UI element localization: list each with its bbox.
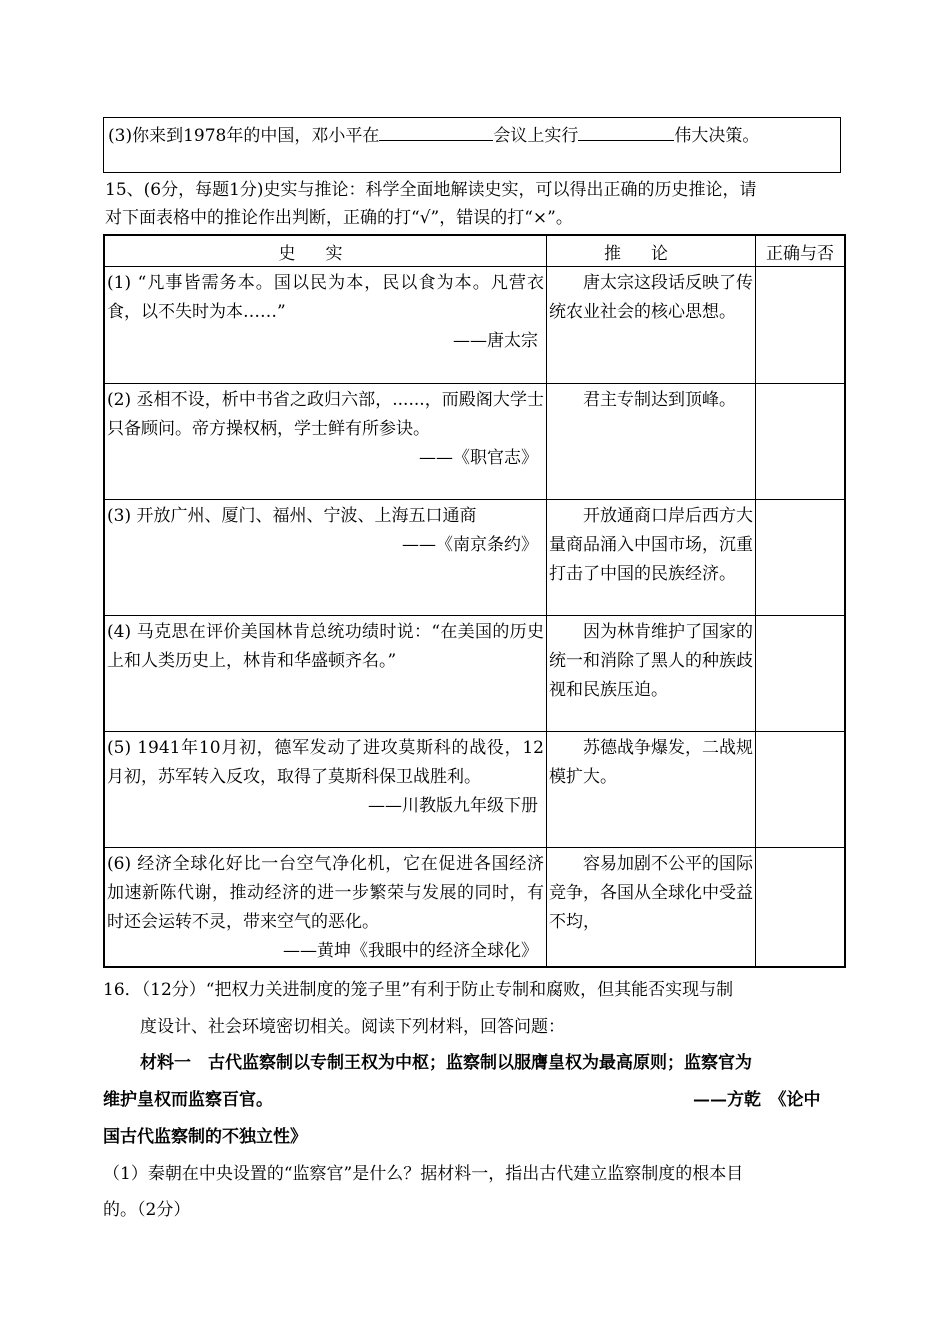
question-14-part-3-box [103, 117, 841, 173]
fact-cell [104, 848, 547, 968]
table-row [104, 500, 845, 616]
sub-question-1-line1: （1）秦朝在中央设置的“监察官”是什么？据材料一，指出古代建立监察制度的根本目 [103, 1164, 744, 1184]
fact-source: ——唐太宗 [453, 331, 538, 351]
answer-cell[interactable] [756, 384, 846, 500]
material1-source-line2: 国古代监察制的不独立性》 [103, 1127, 307, 1147]
answer-cell[interactable] [756, 267, 846, 384]
q14-middle: 会议上实行 [493, 126, 579, 146]
question-14-part-3-text [108, 122, 759, 148]
fact-text: (6) 经济全球化好比一台空气净化机，它在促进各国经济加速新陈代谢，推动经济的进一步繁荣与发展的同时，有时还会运转不灵，带来空气的恶化。 [107, 854, 544, 932]
answer-cell[interactable] [756, 732, 846, 848]
table-row [104, 732, 845, 848]
answer-blank-1[interactable] [379, 122, 493, 141]
inference-cell [547, 384, 756, 500]
history-inference-table [103, 234, 846, 968]
material1-line2: 维护皇权而监察百官。 [103, 1090, 273, 1110]
sub-question-1-line2: 的。（2分） [103, 1200, 191, 1220]
fact-text: (4) 马克思在评价美国林肯总统功绩时说：“在美国的历史上和人类历史上，林肯和华盛顿齐名。” [107, 622, 544, 671]
q16-line2: 度设计、社会环境密切相关。阅读下列材料，回答问题： [140, 1017, 565, 1037]
fact-text: (2) 丞相不设，析中书省之政归六部，......，而殿阁大学士只备顾问。帝方操权柄，学士鲜有所参诀。 [107, 390, 544, 439]
answer-cell[interactable] [756, 848, 846, 968]
answer-cell[interactable] [756, 616, 846, 732]
fact-text: (1) “凡事皆需务本。国以民为本，民以食为本。凡营衣食，以不失时为本……” [107, 273, 544, 322]
answer-blank-2[interactable] [578, 122, 674, 141]
fact-cell [104, 732, 547, 848]
fact-text: (3) 开放广州、厦门、福州、宁波、上海五口通商 [107, 506, 477, 526]
inference-cell [547, 848, 756, 968]
q15-intro-line2: 对下面表格中的推论作出判断，正确的打“√”，错误的打“×”。 [105, 208, 573, 228]
material1-line1: 材料一 古代监察制以专制王权为中枢；监察制以服膺皇权为最高原则；监察官为 [140, 1053, 752, 1073]
table-header-row [104, 235, 845, 267]
inference-cell [547, 500, 756, 616]
inference-text: 君主专制达到顶峰。 [583, 390, 736, 410]
inference-cell [547, 616, 756, 732]
q14-prefix: (3)你来到1978年的中国，邓小平在 [108, 126, 380, 146]
inference-text: 苏德战争爆发，二战规模扩大。 [549, 738, 753, 787]
inference-cell [547, 267, 756, 384]
fact-cell [104, 616, 547, 732]
inference-cell [547, 732, 756, 848]
fact-cell [104, 267, 547, 384]
fact-source: ——《南京条约》 [402, 535, 538, 555]
inference-text: 因为林肯维护了国家的统一和消除了黑人的种族歧视和民族压迫。 [549, 622, 753, 700]
inference-text: 容易加剧不公平的国际竞争，各国从全球化中受益不均， [549, 854, 753, 932]
table-row [104, 616, 845, 732]
fact-cell [104, 384, 547, 500]
header-facts: 史实 [104, 235, 547, 267]
table-row [104, 848, 845, 968]
material1-source-line1: ——方乾 《论中 [693, 1090, 821, 1110]
inference-text: 开放通商口岸后西方大量商品涌入中国市场，沉重打击了中国的民族经济。 [549, 506, 753, 584]
q14-suffix: 伟大决策。 [674, 126, 760, 146]
inference-text: 唐太宗这段话反映了传统农业社会的核心思想。 [549, 273, 753, 322]
fact-source: ——《职官志》 [419, 448, 538, 468]
header-correct: 正确与否 [756, 235, 846, 267]
header-inference: 推论 [547, 235, 756, 267]
fact-text: (5) 1941年10月初，德军发动了进攻莫斯科的战役，12月初，苏军转入反攻，取得了莫斯科保卫战胜利。 [107, 738, 544, 787]
fact-cell [104, 500, 547, 616]
fact-source: ——黄坤《我眼中的经济全球化》 [283, 941, 538, 961]
q15-intro-line1: 15、(6分，每题1分)史实与推论：科学全面地解读史实，可以得出正确的历史推论，请 [105, 180, 757, 200]
table-row [104, 267, 845, 384]
q16-line1: 16．（12分）“把权力关进制度的笼子里”有利于防止专制和腐败，但其能否实现与制 [103, 980, 734, 1000]
fact-source: ——川教版九年级下册 [368, 796, 538, 816]
answer-cell[interactable] [756, 500, 846, 616]
table-row [104, 384, 845, 500]
